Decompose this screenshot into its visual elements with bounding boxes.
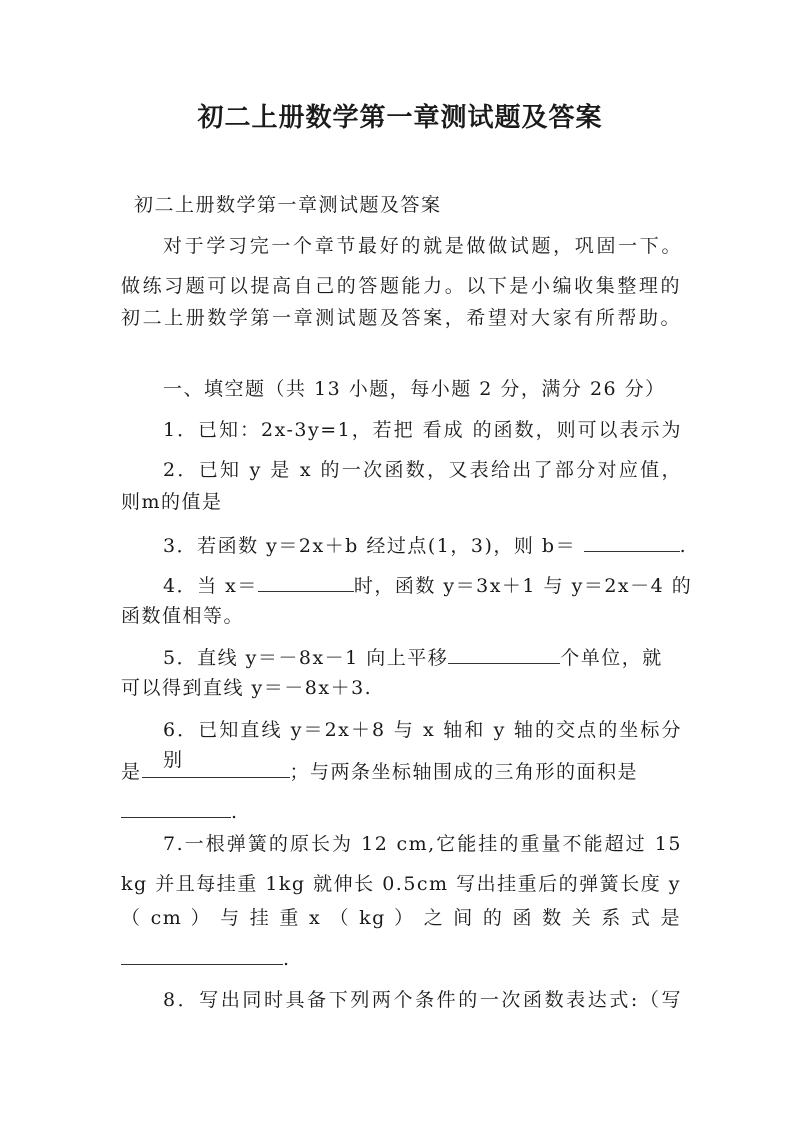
question-4-text-a: 4．当 x＝ [163,575,258,597]
question-8-line-1: 8．写出同时具备下列两个条件的一次函数表达式:（写 [163,989,682,1011]
intro-line-1: 对于学习完一个章节最好的就是做做试题，巩固一下。 [163,235,682,257]
answer-blank[interactable] [448,641,560,664]
question-7-line-3: （ cm ） 与 挂 重 x （ kg ） 之 间 的 函 数 关 系 式 是 [121,907,681,929]
answer-blank[interactable] [142,755,290,778]
question-6-text-a: 是 [121,761,142,783]
answer-blank[interactable] [584,529,680,552]
question-3 [163,529,688,561]
question-7-line-2: kg 并且每挂重 1kg 就伸长 0.5cm 写出挂重后的弹簧长度 y [121,873,681,895]
question-6-line-1: 6．已知直线 y＝2x＋8 与 x 轴和 y 轴的交点的坐标分别 [163,719,682,771]
question-7-line-1: 7.一根弹簧的原长为 12 cm,它能挂的重量不能超过 15 [163,833,682,855]
question-6-line-3 [121,795,681,827]
question-3-end: . [679,535,688,557]
page-title: 初二上册数学第一章测试题及答案 [197,103,603,133]
question-4-text-b: 时，函数 y＝3x＋1 与 y＝2x－4 的 [353,575,693,597]
question-2-line-1: 2．已知 y 是 x 的一次函数，又表给出了部分对应值， [163,459,682,481]
question-6-text-b: ；与两条坐标轴围成的三角形的面积是 [289,761,639,783]
question-4-line-1 [163,569,693,601]
question-7-end: . [283,948,291,970]
question-5-text-b: 个单位，就 [560,647,663,669]
question-3-text: 3．若函数 y＝2x＋b 经过点(1，3)，则 b＝ [163,535,584,557]
question-5-line-2: 可以得到直线 y＝－8x＋3. [121,677,373,699]
intro-line-3: 初二上册数学第一章测试题及答案，希望对大家有所帮助。 [121,307,681,329]
answer-blank[interactable] [258,569,354,592]
question-2-line-2: 则m的值是 [121,491,223,513]
question-7-line-4 [121,942,681,974]
intro-heading: 初二上册数学第一章测试题及答案 [134,194,442,216]
question-4-line-2: 函数值相等。 [121,605,245,627]
question-5-line-1 [163,641,682,673]
question-6-line-2 [121,755,681,787]
intro-line-2: 做练习题可以提高自己的答题能力。以下是小编收集整理的 [121,275,681,297]
section-heading: 一、填空题（共 13 小题，每小题 2 分，满分 26 分） [163,378,666,400]
question-5-text-a: 5．直线 y＝－8x－1 向上平移 [163,647,449,669]
answer-blank[interactable] [121,795,231,818]
question-6-end: . [231,801,239,823]
answer-blank[interactable] [121,942,283,965]
question-1: 1．已知：2x-3y=1，若把 看成 的函数，则可以表示为 [163,419,682,441]
